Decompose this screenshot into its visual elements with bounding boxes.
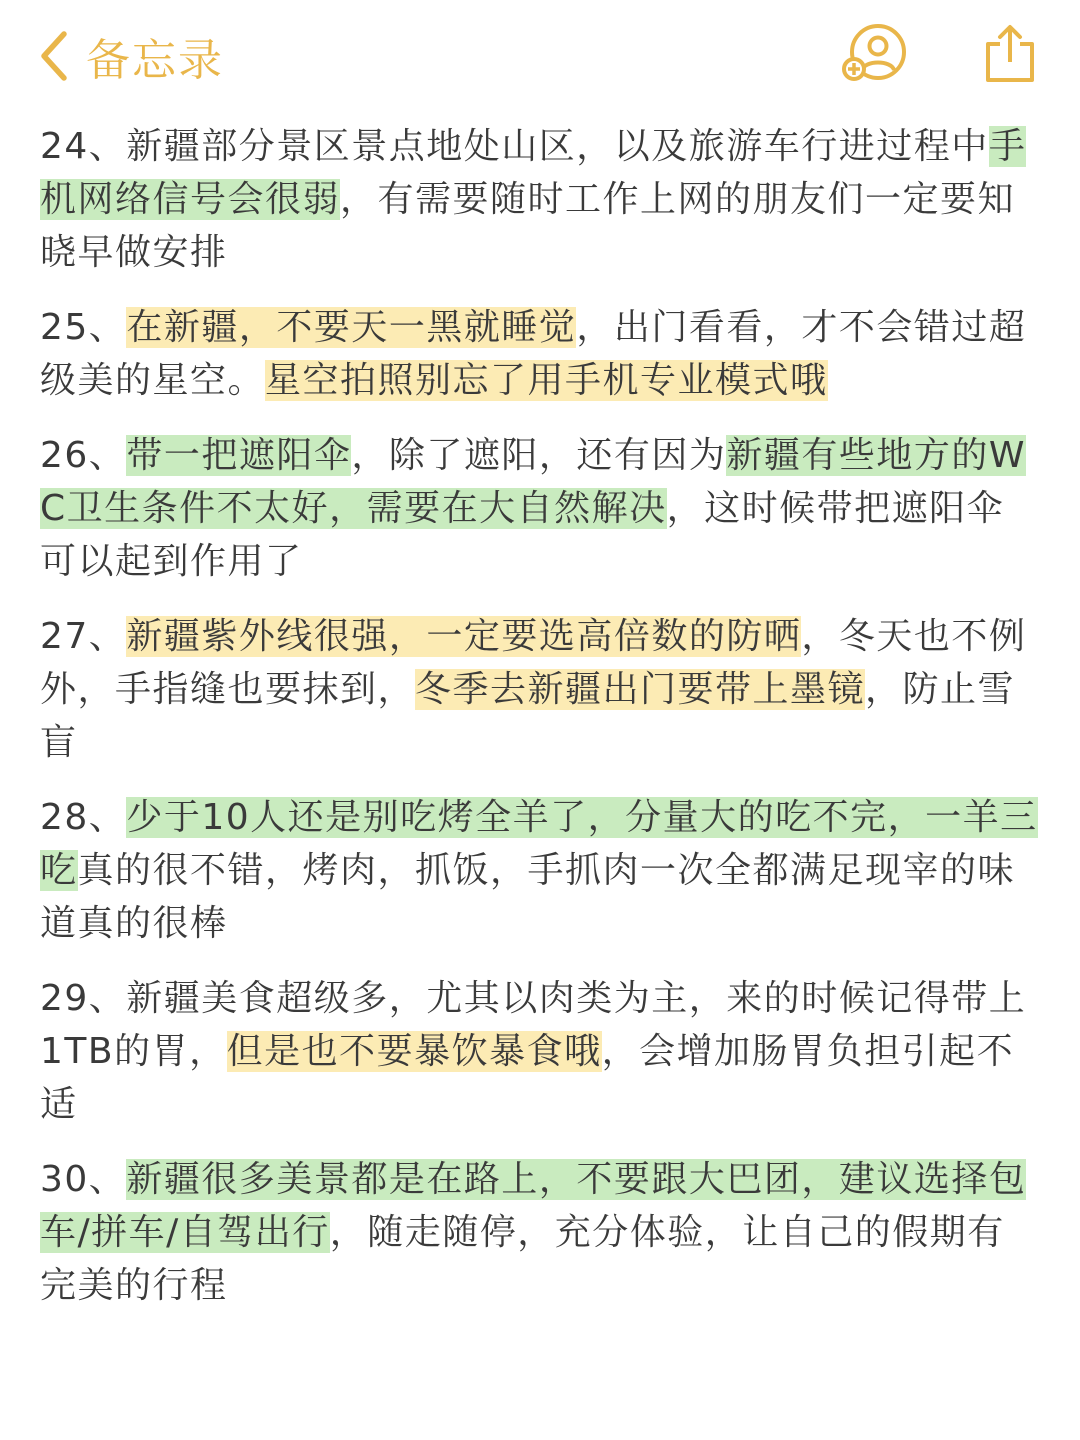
- note-item: [40, 301, 1040, 407]
- add-person-icon: [838, 69, 910, 88]
- highlight-yellow: 冬季去新疆出门要带上墨镜: [415, 669, 866, 710]
- note-text: 30、: [40, 1159, 127, 1200]
- note-text: ，随走随停，充分体验，让自己的假期有完美的行程: [40, 1212, 1005, 1306]
- note-text: 真的很不错，烤肉，抓饭，手抓肉一次全都满足现宰的味道真的很棒: [40, 850, 1016, 944]
- note-item: [40, 429, 1040, 588]
- back-button[interactable]: [38, 26, 224, 86]
- note-text: ，会增加肠胃负担引起不适: [40, 1031, 1015, 1125]
- note-text: ，防止雪盲: [40, 669, 1016, 763]
- highlight-yellow: 但是也不要暴饮暴食哦: [226, 1031, 602, 1072]
- highlight-green: 带一把遮阳伞: [126, 435, 352, 476]
- note-item: [40, 972, 1040, 1131]
- highlight-green: 手机网络信号会很弱: [40, 126, 1027, 220]
- note-text: 29、新疆美食超级多，尤其以肉类为主，来的时候记得带上1TB的胃，: [40, 978, 1027, 1072]
- highlight-green: 一羊三吃: [40, 797, 1038, 891]
- note-item: [40, 120, 1040, 279]
- highlight-green: 新疆有些地方的WC卫生条件不太好，需要在大自然解决: [40, 435, 1026, 529]
- note-text: ，除了遮阳，还有因为: [351, 435, 727, 476]
- share-button[interactable]: [980, 22, 1040, 88]
- share-icon: [980, 69, 1040, 88]
- add-person-button[interactable]: [838, 22, 910, 88]
- highlight-green: 少于10人还是别吃烤全羊了，分量大的吃不完，: [126, 797, 926, 838]
- highlight-green: 新疆很多美景都是在路上，不要跟大巴团，建议选择包车/拼车/自驾出行: [40, 1159, 1027, 1253]
- chevron-left-icon: [38, 30, 68, 82]
- note-item: [40, 610, 1040, 769]
- back-label: 备忘录: [86, 35, 224, 86]
- note-text: 28、: [40, 797, 127, 838]
- highlight-yellow: 在新疆，不要天一黑就睡觉: [126, 307, 577, 348]
- highlight-yellow: 新疆紫外线很强，一定要选高倍数的防晒: [126, 616, 802, 657]
- note-text: ，出门看看，才不会错过超级美的星空。: [40, 307, 1027, 401]
- note-text: 27、: [40, 616, 127, 657]
- note-text: 24、新疆部分景区景点地处山区，以及旅游车行进过程中: [40, 126, 989, 167]
- note-text: ，有需要随时工作上网的朋友们一定要知晓早做安排: [40, 179, 1016, 273]
- navigation-bar: [0, 0, 1080, 110]
- note-item: [40, 791, 1040, 950]
- note-text: ，这时候带把遮阳伞可以起到作用了: [40, 488, 1005, 582]
- note-text: ，冬天也不例外，手指缝也要抹到，: [40, 616, 1027, 710]
- note-text: 25、: [40, 307, 127, 348]
- note-item: [40, 1153, 1040, 1312]
- highlight-yellow: 星空拍照别忘了用手机专业模式哦: [265, 360, 828, 401]
- note-body[interactable]: [40, 120, 1040, 1334]
- note-text: 26、: [40, 435, 127, 476]
